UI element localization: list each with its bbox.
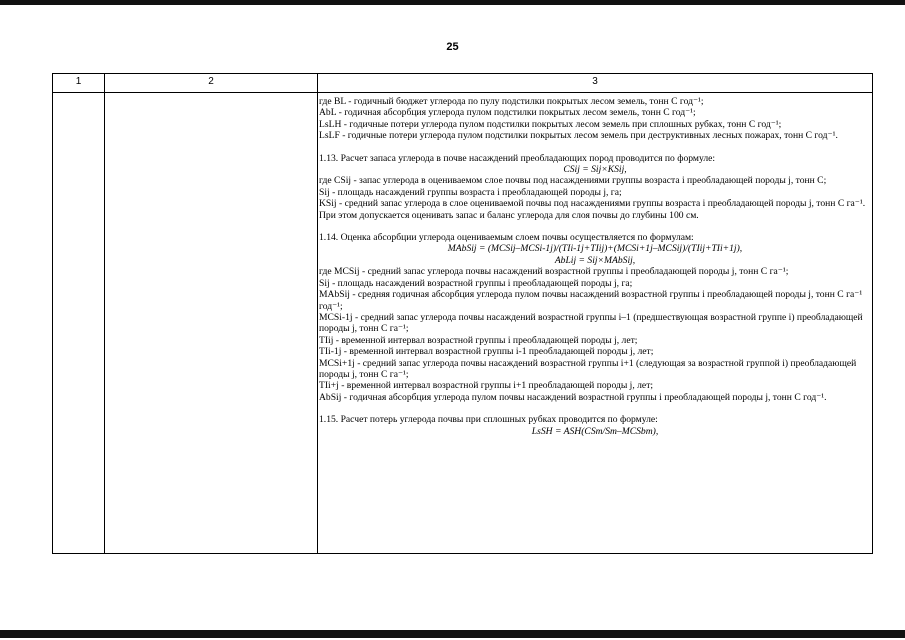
definition-lslf: LsLF - годичные потери углерода пулом подстилки покрытых лесом земель при деструктивных лесных пожарах, тонн С год⁻¹. bbox=[319, 130, 838, 142]
content-table bbox=[52, 73, 873, 554]
section-1-13-heading: 1.13. Расчет запаса углерода в почве насаждений преобладающих пород проводится по формуле: bbox=[319, 152, 716, 164]
bottom-rule bbox=[0, 630, 905, 638]
definition-absij: AbSij - годичная абсорбция углерода пулом почвы насаждений возрастной группы i преобладающей породы j, тонн С год⁻¹. bbox=[319, 391, 827, 403]
definition-mcs-prev: MCSi-1j - средний запас углерода почвы насаждений возрастной группы i–1 (предшествующая возрастной группе i) преобладающей породы j, тонн С га⁻¹; bbox=[319, 311, 863, 335]
definition-tiij: TIij - временной интервал возрастной группы i преобладающей породы j, лет; bbox=[319, 334, 638, 346]
header-cell-1: 1 bbox=[75, 76, 82, 87]
column-divider bbox=[104, 74, 105, 553]
page-number: 25 bbox=[446, 41, 459, 53]
top-rule bbox=[0, 0, 905, 5]
header-cell-2: 2 bbox=[208, 76, 214, 87]
column-3-text bbox=[319, 96, 871, 437]
definition-mabsij: MAbSij - средняя годичная абсорбция углерода пулом почвы насаждений возрастной группы i преобладающей породы j, тонн С га⁻¹ год⁻¹; bbox=[319, 289, 863, 312]
formula-1-14-b: AbLij = Sij×MAbSij, bbox=[554, 254, 636, 266]
section-1-15-heading: 1.15. Расчет потерь углерода почвы при сплошных рубках проводится по формуле: bbox=[319, 414, 658, 426]
definition-ti-prev: TIi-1j - временной интервал возрастной группы i-1 преобладающей породы j, лет; bbox=[319, 346, 654, 358]
definition-mcs-next: MCSi+1j - средний запас углерода почвы насаждений возрастной группы i+1 (следующая за возрастной группой i) преобладающей породы j, тонн С га⁻¹; bbox=[319, 357, 857, 380]
formula-1-13: CSij = Sij×KSij, bbox=[563, 164, 627, 176]
definition-abl: AbL - годичная абсорбция углерода пулом подстилки покрытых лесом земель, тонн С год⁻¹; bbox=[319, 107, 696, 119]
header-cell-3: 3 bbox=[592, 76, 598, 87]
definition-sij: Sij - площадь насаждений группы возраста i преобладающей породы j, га; bbox=[319, 186, 622, 198]
definition-csij: где CSij - запас углерода в оцениваемом слое почвы под насаждениями группы возраста i преобладающей породы j, тонн С; bbox=[319, 175, 827, 187]
header-divider bbox=[53, 92, 872, 93]
definition-bl: где BL - годичный бюджет углерода по пулу подстилки покрытых лесом земель, тонн С год⁻¹; bbox=[319, 96, 704, 107]
definition-sij-2: Sij - площадь насаждений возрастной группы i преобладающей породы j, га; bbox=[319, 277, 633, 289]
formula-1-14-a: MAbSij = (MCSij–MCSi-1j)/(TIi-1j+TIij)+(MCSi+1j–MCSij)/(TIij+TIi+1j), bbox=[447, 243, 743, 255]
definition-lslh: LsLH - годичные потери углерода пулом подстилки покрытых лесом земель при сплошных рубках, тонн С год⁻¹; bbox=[319, 118, 782, 130]
section-1-14-heading: 1.14. Оценка абсорбции углерода оцениваемым слоем почвы осуществляется по формулам: bbox=[319, 232, 694, 244]
definition-ksij: KSij - средний запас углерода в слое оцениваемой почвы под насаждениями группы возраста i преобладающей породы j, тонн С га⁻¹. При этом допускается оценивать запас и баланс углерода для слоя почвы до глубины 100 см. bbox=[319, 198, 866, 221]
definition-mcsij: где MCSij - средний запас углерода почвы насаждений возрастной группы i преобладающей породы j, тонн С га⁻¹; bbox=[319, 266, 789, 278]
formula-1-15: LsSH = ASH(CSm/Sm–MCSbm), bbox=[531, 425, 659, 437]
column-divider bbox=[317, 74, 318, 553]
definition-ti-next: TIi+j - временной интервал возрастной группы i+1 преобладающей породы j, лет; bbox=[319, 380, 654, 392]
